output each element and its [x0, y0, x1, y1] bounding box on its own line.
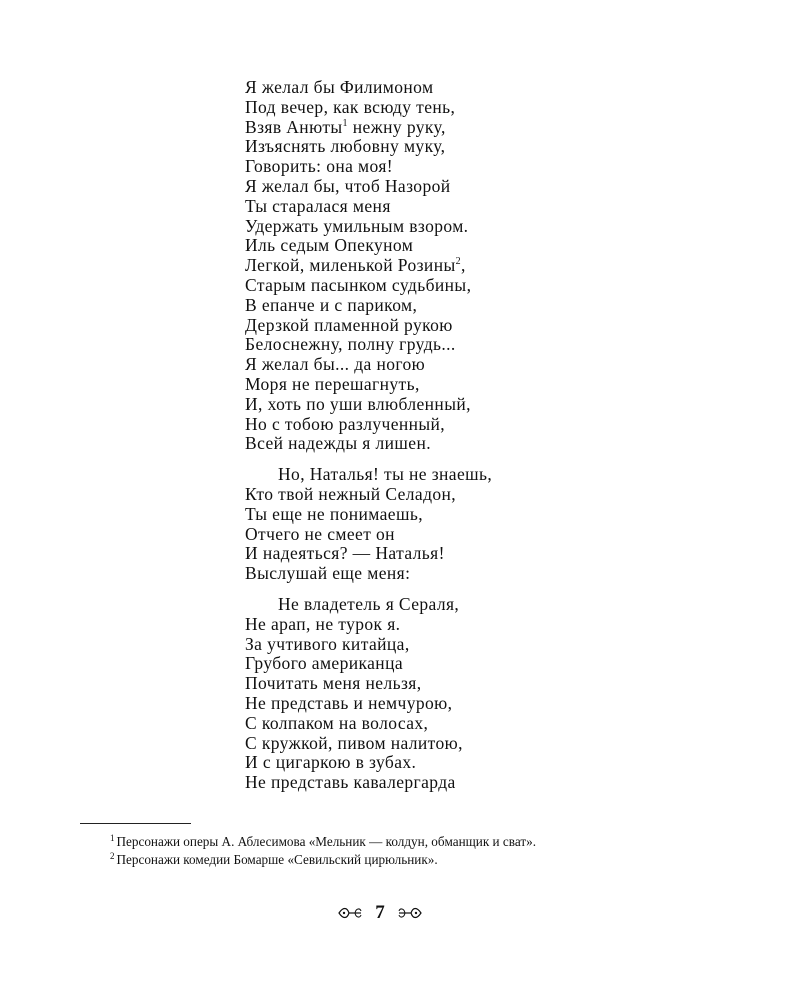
poem-line: И, хоть по уши влюбленный,: [245, 393, 471, 414]
poem-line: Изъяснять любовну муку,: [245, 136, 446, 157]
poem-line: Почитать меня нельзя,: [245, 673, 422, 694]
poem-line: Всей надежды я лишен.: [245, 433, 431, 454]
stanza-1: [245, 78, 665, 454]
footnote-text: Персонажи оперы А. Аблесимова «Мельник — колдун, обманщик и сват».: [116, 834, 536, 849]
poem-line: Под вечер, как всюду тень,: [245, 96, 456, 117]
poem-line: Моря не перешагнуть,: [245, 373, 420, 394]
poem-line: Дерзкой пламенной рукою: [245, 314, 453, 335]
poem-line: Я желал бы, чтоб Назорой: [245, 175, 451, 196]
floral-ornament-icon: [397, 905, 423, 921]
footnote-separator: [80, 823, 191, 824]
poem-line: Не представь и немчурою,: [245, 692, 453, 713]
poem-line: За учтивого китайца,: [245, 633, 410, 654]
poem-line: Кто твой нежный Селадон,: [245, 483, 457, 504]
footnote-reference: 2: [455, 256, 462, 268]
footnote-mark: 2: [110, 851, 115, 861]
poem-line: Не владетель я Сераля,: [278, 593, 460, 614]
poem-line: Не представь кавалергарда: [245, 772, 456, 793]
stanza-2: [245, 465, 665, 584]
poem-line: Выслушай еще меня:: [245, 563, 411, 584]
footnote-text: Персонажи комедии Бомарше «Севильский цирюльник».: [116, 852, 438, 867]
poem-line: Ты еще не понимаешь,: [245, 503, 424, 524]
poem-line: Отчего не смеет он: [245, 523, 395, 544]
poem-line: Белоснежну, полну грудь...: [245, 334, 456, 355]
poem-line: Удержать умильным взором.: [245, 215, 469, 236]
poem-line: С колпаком на волосах,: [245, 712, 429, 733]
poem-line: Ты старалася меня: [245, 195, 391, 216]
poem-line: Легкой, миленькой Розины$^2$,: [245, 255, 466, 276]
poem-line: Взяв Анюты$^1$ нежну руку,: [245, 116, 446, 137]
poem: [245, 78, 665, 804]
stanza-3: [245, 595, 665, 793]
poem-line: Старым пасынком судьбины,: [245, 274, 472, 295]
poem-line: Не арап, не турок я.: [245, 613, 401, 634]
footnote-1: [80, 833, 720, 851]
poem-line: Грубого американца: [245, 653, 404, 674]
poem-line: И с цигаркою в зубах.: [245, 752, 417, 773]
poem-line: Говорить: она моя!: [245, 156, 394, 177]
floral-ornament-icon: [337, 905, 363, 921]
poem-line: В епанче и с париком,: [245, 294, 418, 315]
poem-line: Я желал бы... да ногою: [245, 354, 426, 375]
page-number: 7: [375, 902, 385, 923]
poem-line: Но, Наталья! ты не знаешь,: [278, 464, 493, 485]
page-folio: [320, 902, 440, 924]
poem-line: Я желал бы Филимоном: [245, 77, 434, 97]
poem-line: С кружкой, пивом налитою,: [245, 732, 463, 753]
footnote-mark: 1: [110, 833, 115, 843]
poem-line: И надеяться? — Наталья!: [245, 543, 445, 564]
footnotes: [80, 833, 720, 869]
footnote-reference: 1: [342, 117, 348, 129]
footnote-2: [80, 851, 720, 869]
poem-line: Иль седым Опекуном: [245, 235, 414, 256]
poem-line: Но с тобою разлученный,: [245, 413, 446, 434]
